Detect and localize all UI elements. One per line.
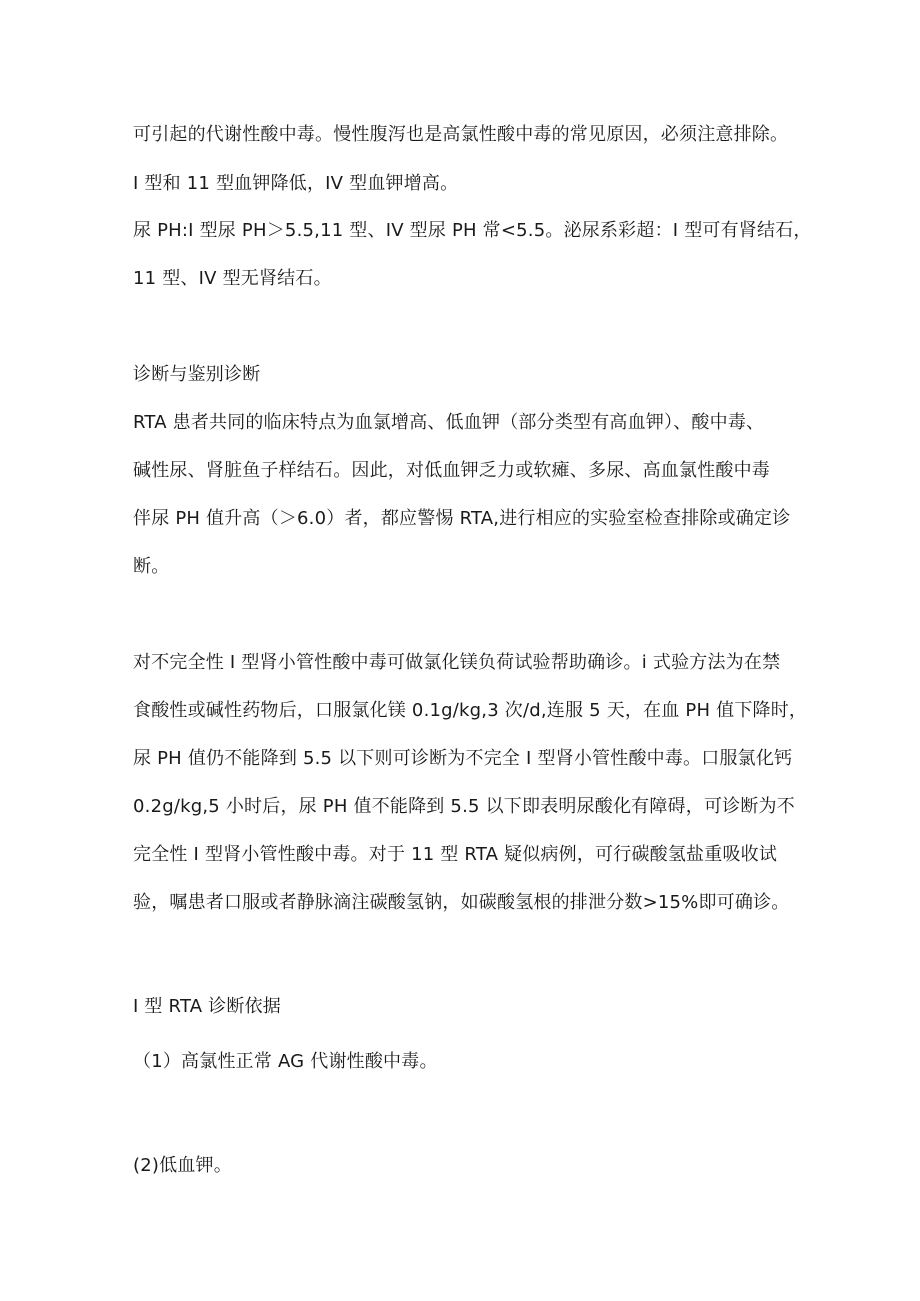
list-item: (2)低血钾。 <box>133 1155 232 1176</box>
paragraph-line: RTA 患者共同的临床特点为血氯增高、低血钾（部分类型有高血钾）、酸中毒、 <box>133 412 765 433</box>
paragraph-line: 11 型、IV 型无肾结石。 <box>133 268 332 289</box>
paragraph-line: 尿 PH:I 型尿 PH＞5.5,11 型、IV 型尿 PH 常<5.5。泌尿系彩超：I 型可有肾结石， <box>133 220 812 241</box>
paragraph-line: 伴尿 PH 值升高（＞6.0）者，都应警惕 RTA,进行相应的实验室检查排除或确定诊 <box>133 508 791 529</box>
paragraph-line: 尿 PH 值仍不能降到 5.5 以下则可诊断为不完全 I 型肾小管性酸中毒。口服氯化钙 <box>133 748 793 769</box>
paragraph-line: 食酸性或碱性药物后，口服氯化镁 0.1g∕kg,3 次/d,连服 5 天，在血 PH 值下降时， <box>133 700 808 721</box>
paragraph-line: 碱性尿、肾脏鱼子样结石。因此，对低血钾乏力或软瘫、多尿、高血氯性酸中毒 <box>133 460 770 481</box>
paragraph-line: 对不完全性 I 型肾小管性酸中毒可做氯化镁负荷试验帮助确诊。i 式验方法为在禁 <box>133 652 781 673</box>
section-heading-diagnosis: 诊断与鉴别诊断 <box>133 364 261 385</box>
list-item: （1）高氯性正常 AG 代谢性酸中毒。 <box>133 1051 438 1072</box>
paragraph-line: 完全性 I 型肾小管性酸中毒。对于 11 型 RTA 疑似病例，可行碳酸氢盐重吸收试 <box>133 844 778 865</box>
paragraph-line: 断。 <box>133 556 170 577</box>
paragraph-line: 可引起的代谢性酸中毒。慢性腹泻也是高氯性酸中毒的常见原因，必须注意排除。 <box>133 124 789 145</box>
paragraph-line: 验，嘱患者口服或者静脉滴注碳酸氢钠，如碳酸氢根的排泄分数>15%即可确诊。 <box>133 892 790 913</box>
section-heading-type1-rta: I 型 RTA 诊断依据 <box>133 996 281 1017</box>
paragraph-line: 0.2g∕kg,5 小时后，尿 PH 值不能降到 5.5 以下即表明尿酸化有障碍，可诊断为不 <box>133 796 795 817</box>
paragraph-line: I 型和 11 型血钾降低，IV 型血钾增高。 <box>133 173 459 194</box>
